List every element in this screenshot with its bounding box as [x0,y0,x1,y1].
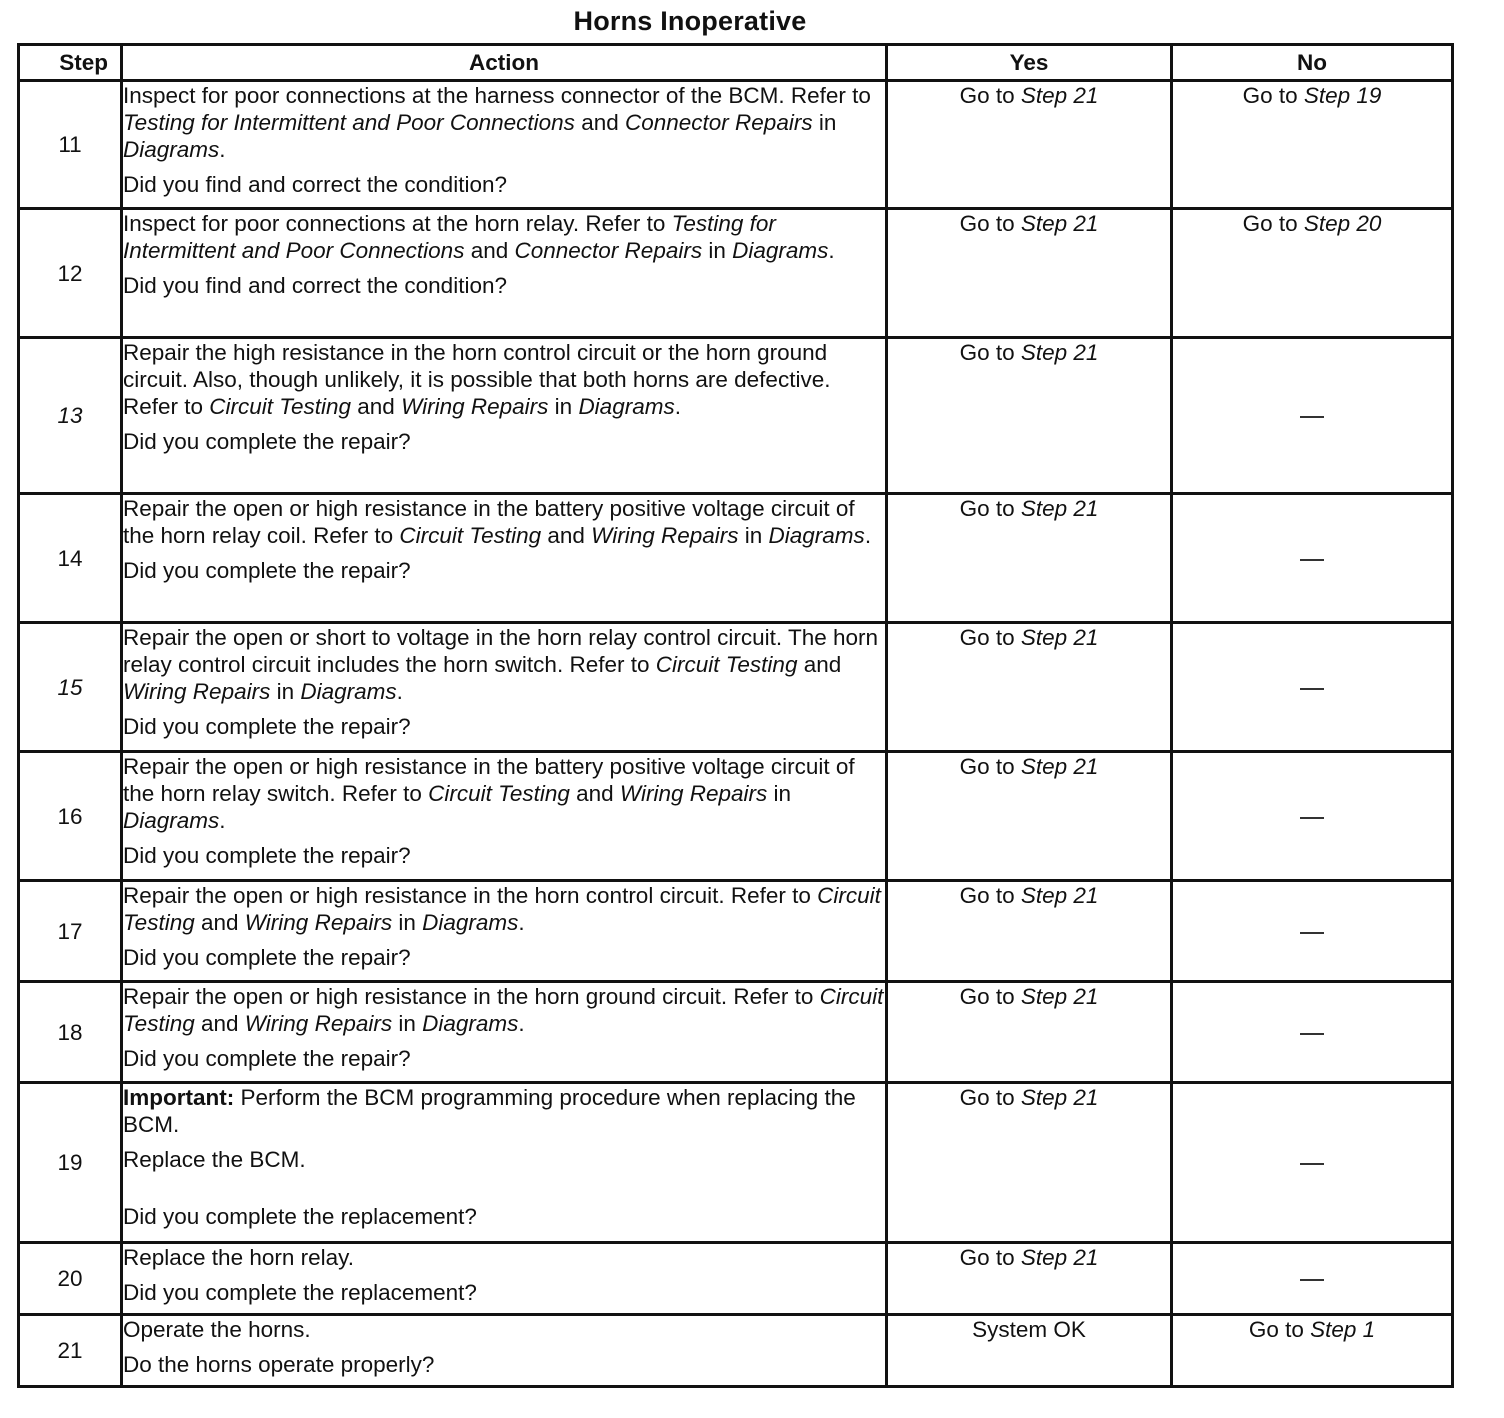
action-text-segment: Repair the open or high resistance in the horn control circuit. Refer to [123,883,818,908]
step-number: 14 [19,494,122,623]
yes-result-text: Go to [959,754,1021,779]
action-text [123,210,885,264]
no-result-cell [1172,982,1453,1083]
reference-link: Circuit Testing [428,781,570,806]
no-result-cell [1172,623,1453,752]
table-row [19,81,1453,209]
reference-link: Connector Repairs [624,110,813,135]
yes-result-text: Go to [959,211,1021,236]
action-text [123,983,885,1037]
page-title: Horns Inoperative [573,6,807,36]
no-result-cell [1172,209,1453,338]
column-header-yes: Yes [887,45,1172,81]
no-result-cell [1172,1243,1453,1315]
reference-link: Circuit Testing [399,523,542,548]
step-number: 19 [19,1083,122,1243]
goto-step-link[interactable]: Step 20 [1303,211,1382,236]
table-header-row [19,45,1453,81]
action-text-segment: . [219,808,226,833]
no-result-cell [1172,881,1453,982]
reference-link: Diagrams [300,679,397,704]
yes-result-cell [887,1083,1172,1243]
action-text-segment: . [864,523,872,548]
action-text-segment: in [702,238,733,263]
action-text-segment: and [569,781,620,806]
reference-link: Diagrams [732,238,829,263]
action-text-segment: and [194,1011,245,1036]
goto-step-link[interactable]: Step 21 [1020,1085,1099,1110]
action-text [123,753,885,834]
yes-result-cell [887,209,1172,338]
yes-result-cell [887,1315,1172,1387]
yes-result-cell [887,752,1172,881]
action-text-segment: . [219,137,226,162]
reference-link: Diagrams [123,137,220,162]
yes-result-text: Go to [959,625,1021,650]
step-number: 18 [19,982,122,1083]
action-text-segment: in [270,679,301,704]
action-text-segment: in [392,910,423,935]
goto-step-link[interactable]: Step 21 [1020,883,1099,908]
action-text-segment: . [674,394,681,419]
action-text-segment: and [351,394,402,419]
goto-step-link[interactable]: Step 1 [1310,1317,1376,1342]
table-row [19,1083,1453,1243]
yes-result-text: Go to [959,984,1021,1009]
reference-link: Wiring Repairs [591,523,739,548]
action-text-segment: Perform the BCM programming procedure when replacing the BCM. [123,1085,856,1137]
step-number: 12 [19,209,122,338]
action-question: Did you complete the repair? [123,558,411,583]
goto-step-link[interactable]: Step 21 [1020,754,1099,779]
action-cell [122,81,887,209]
reference-link: Wiring Repairs [123,679,271,704]
action-text-segment: Inspect for poor connections at the harness connector of the BCM. Refer to [123,83,871,108]
action-question: Did you complete the repair? [123,714,411,739]
action-cell [122,881,887,982]
action-cell [122,1243,887,1315]
action-text-segment: and [464,238,515,263]
no-result-cell [1172,338,1453,494]
yes-result-text: Go to [959,83,1021,108]
action-text-segment: Inspect for poor connections at the horn relay. Refer to [123,211,672,236]
no-result-cell [1172,81,1453,209]
table-row [19,881,1453,982]
not-applicable-dash [1300,688,1324,690]
reference-link: Diagrams [123,808,220,833]
action-instruction: Replace the BCM. [123,1147,306,1172]
table-row [19,982,1453,1083]
reference-link: Circuit Testing [123,883,881,935]
action-text-segment: and [574,110,625,135]
no-result-text: Go to [1242,83,1304,108]
table-row [19,494,1453,623]
goto-step-link[interactable]: Step 21 [1020,211,1099,236]
action-cell [122,494,887,623]
yes-result-cell [887,338,1172,494]
step-number: 16 [19,752,122,881]
action-text [123,882,885,936]
yes-result-cell [887,81,1172,209]
reference-link: Circuit Testing [655,652,798,677]
no-result-cell [1172,752,1453,881]
reference-link: Diagrams [768,523,865,548]
action-text-segment: Repair the open or high resistance in the battery positive voltage circuit of the horn relay switch. Refer to [123,754,855,806]
action-text-segment: in [548,394,579,419]
action-cell [122,1083,887,1243]
goto-step-link[interactable]: Step 21 [1020,496,1099,521]
no-result-text: Go to [1242,211,1304,236]
not-applicable-dash [1300,416,1324,418]
reference-link: Circuit Testing [123,984,884,1036]
reference-link: Testing for Intermittent and Poor Connections [123,211,776,263]
yes-result-text: Go to [959,1085,1021,1110]
table-row [19,623,1453,752]
action-text-segment: . [396,679,403,704]
not-applicable-dash [1300,1163,1324,1165]
reference-link: Circuit Testing [209,394,352,419]
action-text-segment: Repair the open or high resistance in the horn ground circuit. Refer to [123,984,820,1009]
action-text-segment: and [541,523,592,548]
action-question: Do the horns operate properly? [123,1352,435,1377]
goto-step-link[interactable]: Step 21 [1020,83,1099,108]
reference-link: Wiring Repairs [244,910,393,935]
no-result-cell [1172,494,1453,623]
column-header-step: Step [19,45,122,81]
action-text-segment: Repair the high resistance in the horn control circuit or the horn ground circuit. Also, though unlikely, it is possible that both horns are defective. Refer to [123,340,831,419]
no-result-cell [1172,1083,1453,1243]
action-text-segment: Repair the open or short to voltage in the horn relay control circuit. The horn relay control circuit includes the horn switch. Refer to [123,625,879,677]
diagnostic-table [17,43,1454,1388]
action-text-segment: Repair the open or high resistance in the battery positive voltage circuit of the horn relay coil. Refer to [123,496,855,548]
action-text-segment: . [518,910,525,935]
action-text-segment: and [194,910,245,935]
action-question: Did you find and correct the condition? [123,273,507,298]
reference-link: Testing for Intermittent and Poor Connections [123,110,575,135]
reference-link: Connector Repairs [514,238,703,263]
action-text-segment: in [767,781,792,806]
action-text-segment: . [518,1011,525,1036]
action-cell [122,752,887,881]
goto-step-link[interactable]: Step 21 [1020,340,1099,365]
table-row [19,1243,1453,1315]
yes-result-cell [887,881,1172,982]
action-cell [122,623,887,752]
yes-result-cell [887,982,1172,1083]
column-header-action: Action [122,45,887,81]
step-number: 17 [19,881,122,982]
yes-result-text: System OK [972,1317,1086,1342]
action-text [123,495,885,549]
action-question: Did you complete the repair? [123,843,411,868]
action-text-segment: in [392,1011,423,1036]
action-question: Did you complete the replacement? [123,1204,477,1229]
action-text-segment: in [812,110,837,135]
action-question: Did you complete the repair? [123,1046,411,1071]
action-text [123,1244,885,1271]
goto-step-link[interactable]: Step 21 [1020,984,1099,1009]
action-question: Did you complete the repair? [123,429,411,454]
action-question: Did you complete the repair? [123,945,411,970]
not-applicable-dash [1300,932,1324,934]
yes-result-text: Go to [959,496,1021,521]
goto-step-link[interactable]: Step 21 [1020,625,1099,650]
yes-result-cell [887,623,1172,752]
action-text [123,1316,885,1343]
important-label: Important: [123,1085,235,1110]
reference-link: Wiring Repairs [401,394,549,419]
goto-step-link[interactable]: Step 21 [1020,1245,1099,1270]
action-text-segment: . [828,238,835,263]
action-text-segment: Operate the horns. [123,1317,311,1342]
yes-result-cell [887,494,1172,623]
no-result-cell [1172,1315,1453,1387]
not-applicable-dash [1300,559,1324,561]
action-text-segment: in [738,523,769,548]
action-cell [122,982,887,1083]
table-row [19,209,1453,338]
yes-result-text: Go to [959,883,1021,908]
table-row [19,1315,1453,1387]
no-result-text: Go to [1248,1317,1311,1342]
step-number: 20 [19,1243,122,1315]
step-number: 15 [19,623,122,752]
action-text [123,1084,885,1138]
reference-link: Wiring Repairs [244,1011,393,1036]
goto-step-link[interactable]: Step 19 [1303,83,1382,108]
yes-result-text: Go to [959,1245,1021,1270]
action-text [123,339,885,420]
reference-link: Diagrams [422,1011,519,1036]
reference-link: Wiring Repairs [619,781,768,806]
table-row [19,338,1453,494]
step-number: 11 [19,81,122,209]
action-cell [122,1315,887,1387]
not-applicable-dash [1300,1279,1324,1281]
action-cell [122,209,887,338]
reference-link: Diagrams [578,394,675,419]
reference-link: Diagrams [422,910,519,935]
table-row [19,752,1453,881]
yes-result-cell [887,1243,1172,1315]
not-applicable-dash [1300,817,1324,819]
yes-result-text: Go to [959,340,1021,365]
action-text-segment: Replace the horn relay. [123,1245,354,1270]
step-number: 13 [19,338,122,494]
not-applicable-dash [1300,1033,1324,1035]
action-cell [122,338,887,494]
action-text [123,624,885,705]
action-text-segment: and [797,652,842,677]
action-question: Did you find and correct the condition? [123,172,507,197]
action-question: Did you complete the replacement? [123,1280,477,1305]
step-number: 21 [19,1315,122,1387]
action-text [123,82,885,163]
column-header-no: No [1172,45,1453,81]
